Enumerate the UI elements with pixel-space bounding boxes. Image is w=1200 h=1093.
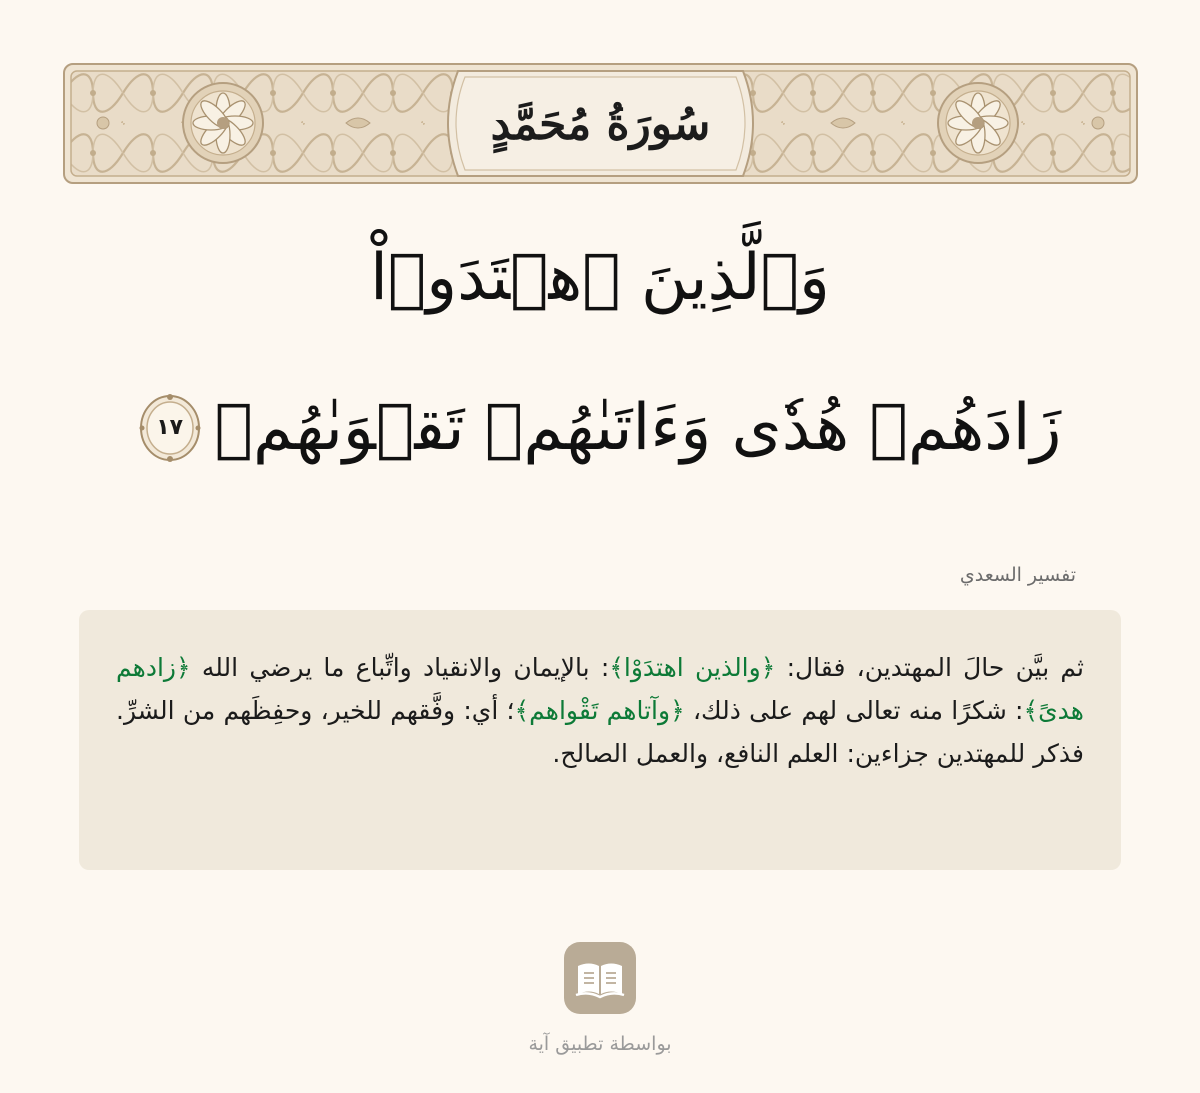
tafsir-segment: ثم بيَّن حالَ المهتدين، فقال:: [775, 653, 1084, 682]
tafsir-segment: : بالإيمان والانقياد واتِّباع ما يرضي الله: [190, 653, 610, 682]
tafsir-box: [79, 610, 1121, 870]
tafsir-segment: : شكرًا منه تعالى لهم على ذلك،: [684, 696, 1024, 725]
tafsir-source-label: تفسير السعدي: [959, 564, 1076, 586]
tafsir-quote: ﴿زادهم هدىً﴾: [116, 653, 1084, 725]
surah-header-banner: [63, 63, 1138, 184]
ayah-marker: [139, 394, 201, 462]
verse-line-1: وَٱلَّذِينَ ٱهۡتَدَوۡاْ: [370, 241, 830, 315]
open-book-icon: [564, 942, 636, 1014]
verse-line-2-row: [0, 390, 1200, 467]
footer-credit: بواسطة تطبيق آية: [528, 1033, 672, 1055]
tafsir-quote: ﴿والذين اهتدَوْا﴾: [609, 653, 776, 682]
app-logo[interactable]: [564, 942, 636, 1014]
verse-row: [139, 390, 1062, 467]
ayah-number: ١٧: [156, 415, 184, 441]
surah-name: سُورَةُ مُحَمَّدٍ: [490, 98, 711, 150]
tafsir-segment: ؛ أي: وفَّقهم للخير، وحفِظَهم من الشرِّ. فذكر للمهتدين جزاءين: العلم النافع، والعمل الصالح.: [116, 696, 1084, 768]
tafsir-quote: ﴿وآتاهم تَقْواهم﴾: [514, 696, 685, 725]
verse-line-2: زَادَهُمۡ هُدٗى وَءَاتَىٰهُمۡ تَقۡوَىٰهُمۡ: [214, 391, 1062, 465]
tafsir-text: [116, 646, 1084, 775]
